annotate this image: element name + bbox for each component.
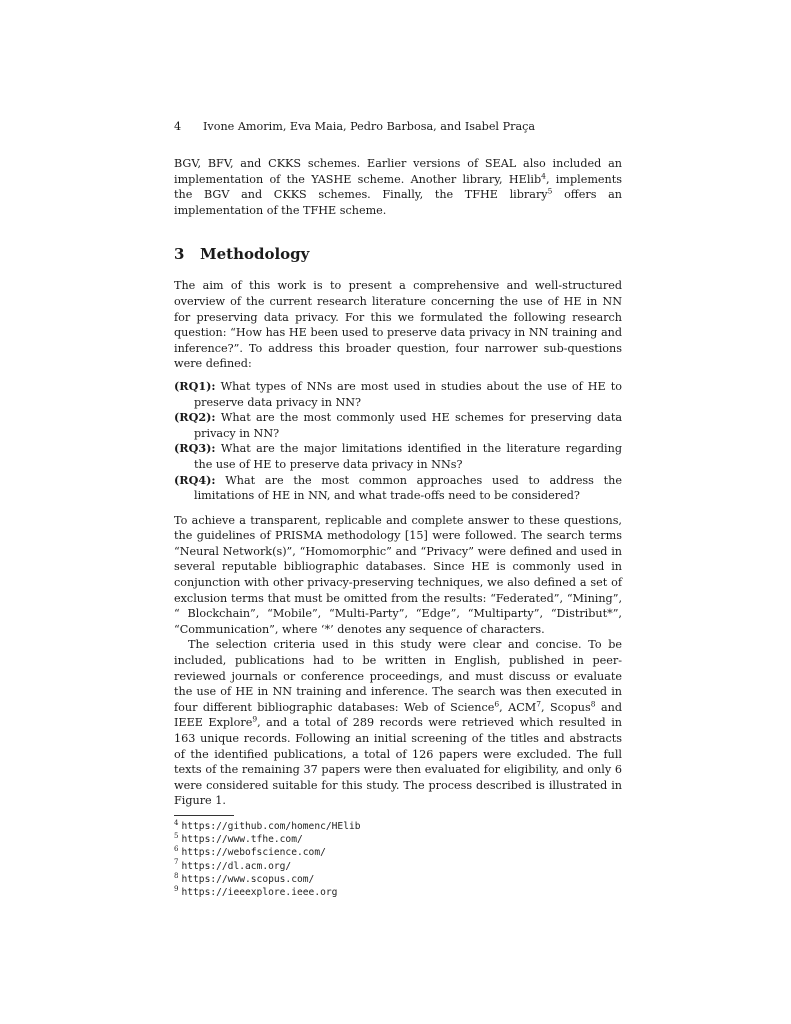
methodology-paragraph-2: To achieve a transparent, replicable and complete answer to these questions, the guidelines of PRISMA methodology [15] were followed. The search terms “Neural Network(s)”, “Homomorphic” and “Privacy” were defined and used in several reputable bibliographic databases. Since HE is commonly used in conjunction with other privacy-preserving techniques, we also defined a set of exclusion terms that must be omitted from the results: “Federated”, “Mining”, “ Blockchain”, “Mobile”, “Multi-Party”, “Edge”, “Multiparty”, “Distribut*”, “Communication”, where ‘*’ denotes any sequence of characters. bbox=[174, 513, 622, 636]
footnote-number: 4 bbox=[174, 818, 179, 827]
running-header bbox=[174, 120, 622, 134]
footnote-link[interactable]: https://www.scopus.com/ bbox=[181, 873, 315, 885]
footnote-number: 6 bbox=[174, 845, 179, 854]
methodology-paragraph-3: The selection criteria used in this study were clear and concise. To be included, publications had to be written in English, published in peer-reviewed journals or conference proceedings, and must discuss or evaluate the use of HE in NN training and inference. The search was then executed in four different bibliographic databases: Web of Science$^6$, ACM$^7$, Scopus$^8$ and IEEE Explore$^9$, and a total of 289 records were retrieved which resulted in 163 unique records. Following an initial screening of the titles and abstracts of the identified publications, a total of 126 papers were excluded. The full texts of the remaining 37 papers were then evaluated for eligibility, and only 6 were considered suitable for this study. The process described is illustrated in Figure 1. bbox=[174, 638, 623, 808]
page bbox=[174, 120, 622, 899]
footnote-number: 7 bbox=[174, 858, 179, 867]
footnote-link[interactable]: https://ieeexplore.ieee.org bbox=[181, 886, 338, 898]
footnote-item bbox=[174, 833, 622, 846]
footnote-number: 5 bbox=[174, 831, 179, 840]
rq-label: (RQ2): bbox=[174, 410, 216, 425]
footnote-ref-4[interactable]: 4 bbox=[541, 170, 546, 180]
footnote-ref-7[interactable]: 7 bbox=[536, 699, 541, 709]
footnote-number: 8 bbox=[174, 871, 179, 880]
research-question-item: (RQ2): What are the most commonly used HE schemes for preserving data privacy in NN? bbox=[174, 410, 622, 440]
page-number: 4 bbox=[174, 120, 182, 133]
footnote-ref-5[interactable]: 5 bbox=[547, 186, 553, 196]
footnote-ref-8[interactable]: 8 bbox=[590, 699, 596, 709]
rq-label: (RQ3): bbox=[174, 441, 216, 456]
footnote-link[interactable]: https://webofscience.com/ bbox=[181, 847, 326, 859]
running-authors: Ivone Amorim, Eva Maia, Pedro Barbosa, and Isabel Praça bbox=[203, 120, 536, 133]
rq-label: (RQ4): bbox=[174, 472, 216, 487]
research-question-list bbox=[174, 379, 622, 504]
footnote-item bbox=[174, 846, 622, 859]
footnote-item bbox=[174, 820, 622, 833]
footnote-ref-9[interactable]: 9 bbox=[252, 714, 258, 724]
research-question-item: (RQ4): What are the most common approaches used to address the limitations of HE in NN, and what trade-offs need to be considered? bbox=[174, 472, 622, 503]
footnote-number: 9 bbox=[174, 884, 179, 893]
section-number: 3 bbox=[174, 245, 185, 264]
footnote-item bbox=[174, 873, 622, 886]
footnote-link[interactable]: https://www.tfhe.com/ bbox=[181, 834, 303, 846]
section-heading bbox=[174, 245, 622, 263]
intro-paragraph: BGV, BFV, and CKKS schemes. Earlier versions of SEAL also included an implementation of the YASHE scheme. Another library, HElib$^4$, implements the BGV and CKKS schemes. Finally, the TFHE library$^5$ offers an implementation of the TFHE scheme. bbox=[174, 157, 622, 217]
section-title: Methodology bbox=[200, 245, 310, 264]
footnote-ref-6[interactable]: 6 bbox=[494, 699, 500, 709]
footnote-link[interactable]: https://github.com/homenc/HElib bbox=[181, 820, 361, 832]
methodology-paragraph-1: The aim of this work is to present a comprehensive and well-structured overview of the current research literature concerning the use of HE in NN for preserving data privacy. For this we formulated the following research question: “How has HE been used to preserve data privacy in NN training and inference?”. To address this broader question, four narrower sub-questions were defined: bbox=[174, 279, 622, 371]
footnote-divider bbox=[174, 815, 234, 816]
rq-label: (RQ1): bbox=[174, 378, 216, 393]
footnote-list bbox=[174, 820, 622, 899]
footnote-link[interactable]: https://dl.acm.org/ bbox=[181, 860, 292, 872]
footnote-item bbox=[174, 886, 622, 899]
footnote-item bbox=[174, 860, 622, 873]
research-question-item: (RQ3): What are the major limitations identified in the literature regarding the use of HE to preserve data privacy in NNs? bbox=[174, 441, 622, 471]
research-question-item: (RQ1): What types of NNs are most used in studies about the use of HE to preserve data privacy in NN? bbox=[174, 378, 622, 409]
